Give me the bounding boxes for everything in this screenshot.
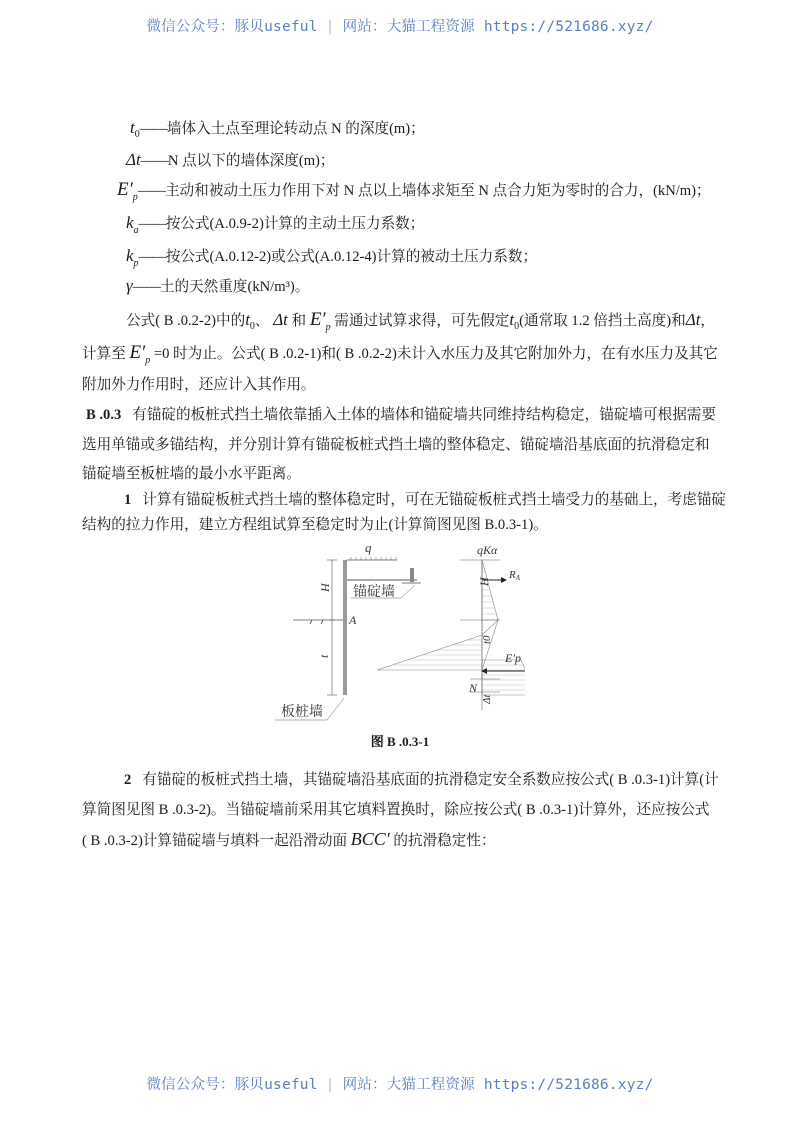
symbol: E′ [117,179,133,200]
watermark-header [0,15,800,36]
svg-text:t0: t0 [481,635,493,644]
section-b03-line-2: 选用单锚或多锚结构，并分别计算有锚碇板桩式挡土墙的整体稳定、锚碇墙沿基底面的抗滑稳定和 [82,437,710,453]
paragraph-1-line-3: 附加外力作用时，还应计入其作用。 [82,377,316,393]
sheet-pile-wall [343,560,347,695]
right-dimension-lines [460,540,540,730]
svg-text:Δt: Δt [481,694,493,704]
dash: —— [138,216,166,232]
label-sheet-pile-wall: 板桩墙 [281,704,323,720]
definition-gamma [126,276,309,297]
figure-caption: 图 B .0.3-1 [370,734,430,749]
section-b03-line-3: 锚碇墙至板桩墙的最小水平距离。 [82,466,301,482]
item-2-line-2: 算简图见图 B .0.3-2)。当锚碇墙前采用其它填料置换时，除应按公式( B .0.3-1)计算外，还应按公式 [82,802,710,818]
definition-text: 主动和被动土压力作用下对 N 点以上墙体求矩至 N 点合力矩为零时的合力，(kN/m)； [164,183,711,199]
item-1-line-1: 1 计算有锚碇板桩式挡土墙的整体稳定时，可在无锚碇板桩式挡土墙受力的基础上，考虑锚碇 [124,492,727,508]
watermark-website: 网站：大猫工程资源 https://521686.xyz/ [342,19,654,35]
symbol: t [130,118,135,137]
label-ra: RA [509,569,521,582]
item-number: 1 [124,492,132,508]
definition-text: 按公式(A.0.9-2)计算的主动土压力系数； [165,216,425,232]
label-ep: E′p [505,651,521,665]
watermark-wechat: 微信公众号：豚贝useful [146,1077,318,1093]
section-number: B .0.3 [86,407,122,423]
paragraph-1-line-2: 计算至 $E'_p =0$ 时为止。公式( B .0.2-1)和( B .0.2-2)未计入水压力及其它附加外力，在有水压力及其它 [82,342,718,366]
dash: —— [132,279,160,295]
watermark-wechat: 微信公众号：豚贝useful [146,19,318,35]
watermark-footer [0,1073,800,1094]
definition-text: 土的天然重度(kN/m³)。 [159,279,310,295]
definition-text: 按公式(A.0.12-2)或公式(A.0.12-4)计算的被动土压力系数； [165,249,538,265]
definition-delta-t [126,150,335,171]
dash: —— [140,153,168,169]
dash: —— [139,121,167,137]
label-n: N [469,681,478,695]
definition-kp: $k_p——$按公式(A.0.12-2)或公式(A.0.12-4)计算的被动土压力系数； [126,246,538,269]
dash: —— [137,183,165,199]
watermark-separator: | [325,19,335,35]
anchor-wall [410,568,414,582]
item-2-line-3: ( B .0.3-2)计算锚碇墙与填料一起沿滑动面 BCC′ 的抗滑稳定性： [82,829,496,849]
symbol: γ [126,276,133,295]
paragraph-1-line-1: 公式( B .0.2-2)中的$t_0$、 Δt 和 $E'_p$ 需通过试算求得，可先假定$t_0$(通常取 1.2 倍挡土高度)和Δt， [126,309,716,333]
label-qka: qKα [477,543,498,557]
slip-surface-label: BCC′ [350,829,390,849]
left-dimension-lines [327,560,337,695]
definition-t0: $t_0——$墙体入土点至理论转动点 N 的深度(m)； [130,118,425,140]
label-a: A [349,613,357,627]
watermark-separator: | [325,1077,335,1093]
label-h-left: H [318,583,332,592]
item-2-line-1: 2 有锚碇的板桩式挡土墙，其锚碇墙沿基底面的抗滑稳定安全系数应按公式( B .0.3-1)计算(计 [124,772,719,788]
dash: —— [138,249,166,265]
watermark-website: 网站：大猫工程资源 https://521686.xyz/ [342,1077,654,1093]
section-b03-line-1: B .0.3 有锚碇的板桩式挡土墙依靠插入土体的墙体和锚碇墙共同维持结构稳定，锚碇墙可根据需要 [86,407,716,423]
symbol: k [126,246,134,265]
item-number: 2 [124,772,132,788]
definition-ka: $k_a——$按公式(A.0.9-2)计算的主动土压力系数； [126,213,425,236]
label-anchor-wall: 锚碇墙 [353,584,395,600]
definition-ep: $E'_p——$主动和被动土压力作用下对 N 点以上墙体求矩至 N 点合力矩为零时的合力，(kN/m)； [117,179,711,203]
svg-text:H: H [477,577,491,586]
symbol: k [126,213,134,232]
symbol: Δt [126,150,141,169]
definition-text: N 点以下的墙体深度(m)； [167,153,335,169]
label-q: q [365,540,372,555]
label-t: t [317,654,331,658]
definition-text: 墙体入土点至理论转动点 N 的深度(m)； [166,121,425,137]
item-1-line-2: 结构的拉力作用，建立方程组试算至稳定时为止(计算简图见图 B.0.3-1)。 [82,517,548,533]
